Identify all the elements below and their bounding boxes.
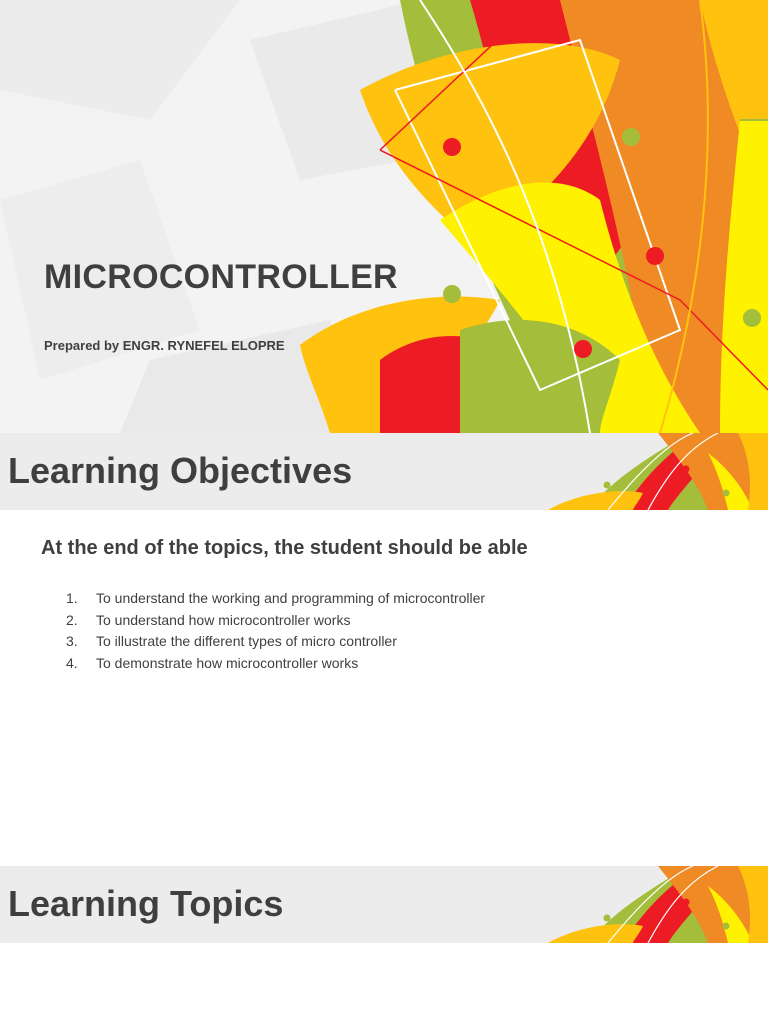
item-text: To illustrate the different types of micro controller	[96, 633, 397, 649]
header-band	[0, 433, 768, 510]
objectives-lead: At the end of the topics, the student should be able	[41, 537, 528, 559]
title-slide	[0, 0, 768, 433]
list-item	[66, 588, 485, 610]
list-item	[66, 653, 485, 675]
item-number: 2.	[66, 611, 78, 628]
section-heading: Learning Objectives	[8, 450, 353, 491]
objectives-slide	[0, 433, 768, 866]
list-item	[66, 631, 485, 653]
objectives-list	[66, 588, 485, 674]
item-text: To understand the working and programming of microcontroller	[96, 590, 486, 606]
header-band	[0, 866, 768, 943]
deck-title: MICROCONTROLLER	[44, 258, 398, 296]
section-heading: Learning Topics	[8, 883, 284, 924]
item-number: 4.	[66, 654, 78, 671]
item-number: 3.	[66, 633, 78, 649]
band-petal-art	[548, 866, 768, 943]
topics-slide	[0, 866, 768, 1024]
author-line: Prepared by ENGR. RYNEFEL ELOPRE	[44, 338, 285, 353]
list-item	[66, 610, 485, 632]
band-petal-art	[548, 433, 768, 510]
item-number: 1.	[66, 590, 78, 606]
item-text: To demonstrate how microcontroller works	[96, 654, 359, 671]
item-text: To understand how microcontroller works	[96, 611, 351, 628]
abstract-petal-art	[0, 0, 768, 433]
